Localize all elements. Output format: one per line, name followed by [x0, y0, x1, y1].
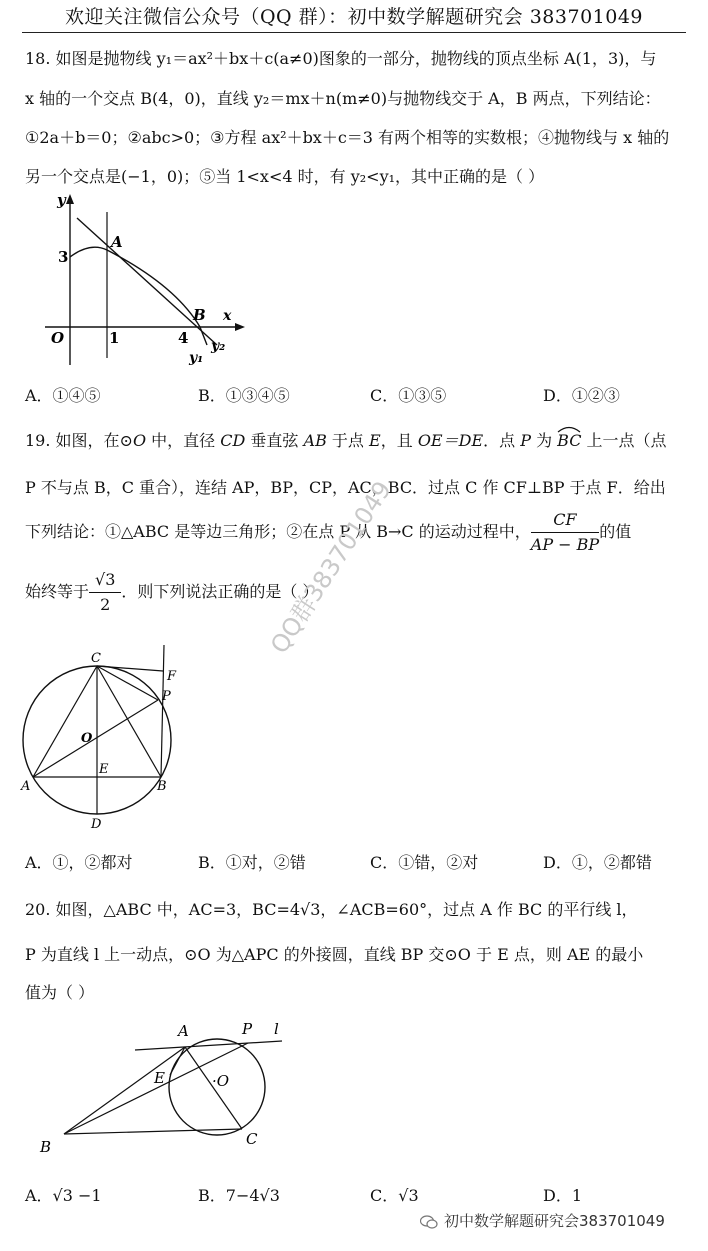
q20-label-e: E — [154, 1069, 165, 1087]
q19-l4a: 始终等于 — [25, 582, 90, 601]
q19-l1l: P — [520, 431, 531, 450]
q20-option-c[interactable]: C．√3 — [370, 1186, 419, 1205]
q19-line-1 — [25, 428, 667, 451]
wechat-icon — [420, 1215, 438, 1229]
q18-x-arrow — [235, 323, 245, 331]
q19-option-b[interactable]: B．①对，②错 — [198, 853, 306, 872]
q19-seg-cf — [97, 666, 163, 671]
q19-sqrt-num: √3 — [89, 568, 121, 593]
q19-seg-ac — [33, 666, 97, 777]
q19-option-c[interactable]: C．①错，②对 — [370, 853, 479, 872]
page-header: 欢迎关注微信公众号（QQ 群）：初中数学解题研究会 383701049 — [64, 6, 644, 28]
footer-brand — [420, 1210, 665, 1231]
q20-option-b[interactable]: B．7−4√3 — [198, 1186, 280, 1205]
q18-label-1: 1 — [109, 329, 120, 347]
q18-line-3: ①2a＋b＝0；②abc>0；③方程 ax²＋bx＋c＝3 有两个相等的实数根；④抛物线与 x 轴的 — [25, 128, 670, 147]
q19-l1c: 中，直径 — [146, 431, 221, 450]
q19-label-p: P — [162, 689, 171, 704]
q19-l1g: 于点 — [326, 431, 370, 450]
q18-label-a: A — [111, 233, 123, 251]
q19-frac-num: CF — [531, 508, 599, 533]
q20-label-o: ·O — [212, 1072, 230, 1090]
q20-label-b: B — [40, 1138, 52, 1156]
q18-line-4: 另一个交点是(−1，0)；⑤当 1<x<4 时，有 y₂<y₁，其中正确的是（ ） — [25, 167, 545, 186]
q18-option-a[interactable]: A．①④⑤ — [25, 386, 101, 405]
q18-line-2: x 轴的一个交点 B(4，0)，直线 y₂＝mx＋n(m≠0)与抛物线交于 A，B 两点，下列结论： — [25, 89, 661, 108]
q19-label-d: D — [91, 817, 102, 832]
q18-label-x: x — [223, 308, 232, 324]
q18-label-b: B — [193, 306, 206, 324]
q20-line-l — [135, 1041, 282, 1050]
q20-figure — [30, 1012, 310, 1162]
q19-label-e: E — [99, 762, 109, 777]
q19-l1m: 为 — [530, 431, 558, 450]
q19-l1b: O — [132, 431, 147, 450]
q19-circle-figure — [15, 640, 195, 835]
q19-option-a[interactable]: A．①，②都对 — [25, 853, 133, 872]
q19-label-b: B — [157, 779, 167, 794]
q19-arc-bc: BC — [557, 431, 581, 450]
q18-option-d[interactable]: D．①②③ — [543, 386, 620, 405]
q20-line-1: 20. 如图，△ABC 中，AC=3，BC=4√3，∠ACB=60°，过点 A 作 BC 的平行线 l， — [25, 900, 638, 919]
q19-label-a: A — [21, 779, 31, 794]
q18-label-y: y — [57, 191, 66, 209]
q19-l3b: 的值 — [599, 522, 632, 541]
q19-l3a: 下列结论：①△ABC 是等边三角形；②在点 P 从 B→C 的运动过程中， — [25, 522, 531, 541]
footer-text: 初中数学解题研究会383701049 — [444, 1212, 665, 1230]
q20-option-d[interactable]: D．1 — [543, 1186, 583, 1205]
q19-option-d[interactable]: D．①，②都错 — [543, 853, 652, 872]
q18-line-1: 18. 如图是抛物线 y₁＝ax²＋bx＋c(a≠0)图象的一部分，抛物线的顶点坐标 A(1，3)，与 — [25, 49, 657, 68]
q19-sqrt-fraction — [89, 568, 121, 617]
q19-l1k: ．点 — [483, 431, 521, 450]
q19-label-f: F — [167, 669, 177, 684]
q20-label-l: l — [274, 1020, 279, 1038]
q18-label-o: O — [51, 329, 65, 347]
q19-l1a: 19. 如图，在⊙ — [25, 431, 133, 450]
q18-option-b[interactable]: B．①③④⑤ — [198, 386, 290, 405]
q18-parabola-figure — [35, 190, 255, 370]
q20-option-a[interactable]: A．√3 −1 — [25, 1186, 102, 1205]
q19-l1h: E — [369, 431, 381, 450]
watermark: QQ群383701049 — [265, 476, 398, 659]
q18-y-arrow — [66, 194, 74, 204]
q19-l1f: AB — [303, 431, 327, 450]
q20-label-a: A — [178, 1022, 189, 1040]
q19-l1e: 垂直弦 — [245, 431, 304, 450]
q19-l1i: ，且 — [380, 431, 418, 450]
q20-seg-ba — [64, 1047, 185, 1134]
q18-option-c[interactable]: C．①③⑤ — [370, 386, 447, 405]
q18-label-4: 4 — [178, 329, 189, 347]
q18-label-y1: y₁ — [189, 350, 204, 366]
q19-l1o: 上一点（点 — [581, 431, 667, 450]
q19-seg-bp-ext — [161, 645, 164, 777]
q19-line-2: P 不与点 B，C 重合），连结 AP，BP，CP，AC，BC．过点 C 作 CF⊥BP 于点 F．给出 — [25, 478, 666, 497]
q18-label-3: 3 — [58, 248, 69, 266]
q20-seg-bc — [64, 1129, 242, 1134]
q18-line-y2 — [77, 218, 217, 345]
q18-label-y2: y₂ — [211, 338, 226, 354]
q19-line-4 — [25, 568, 318, 617]
q19-l4b: ．则下列说法正确的是（ ） — [121, 582, 319, 601]
q20-line-3: 值为（ ） — [25, 983, 95, 1002]
q19-sqrt-den: 2 — [100, 595, 111, 614]
header-rule — [22, 32, 686, 33]
q19-l1j: OE＝DE — [417, 431, 484, 450]
q20-label-c: C — [246, 1130, 258, 1148]
q19-frac-den: AP − BP — [530, 535, 600, 554]
q20-line-2: P 为直线 l 上一动点，⊙O 为△APC 的外接圆，直线 BP 交⊙O 于 E 点，则 AE 的最小 — [25, 945, 644, 964]
q20-seg-ae — [170, 1047, 185, 1075]
q19-seg-bc — [97, 666, 161, 777]
q19-l1d: CD — [220, 431, 246, 450]
q19-label-o: O — [81, 731, 93, 746]
q19-fraction — [531, 508, 599, 557]
q19-label-c: C — [91, 651, 101, 666]
q20-label-p: P — [242, 1020, 253, 1038]
